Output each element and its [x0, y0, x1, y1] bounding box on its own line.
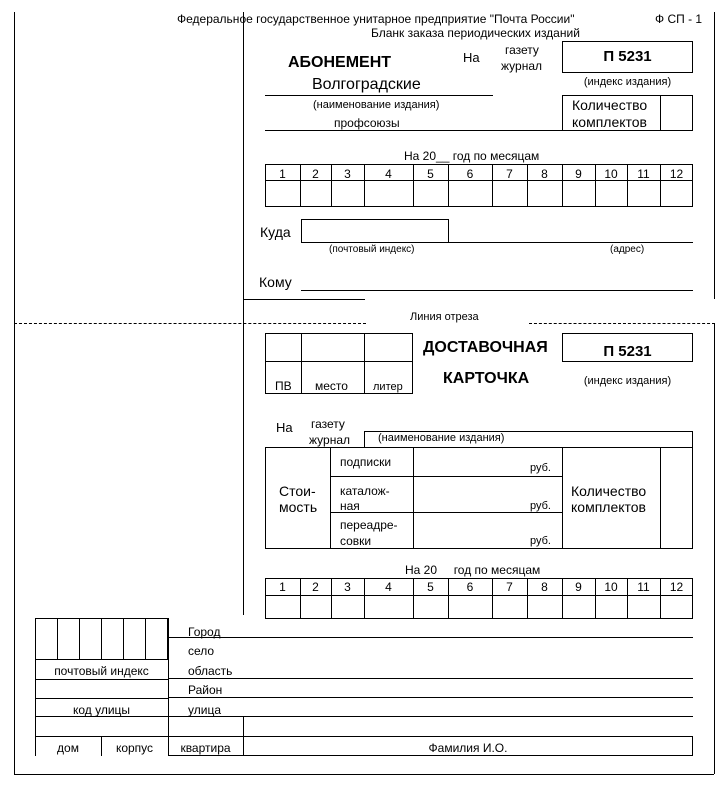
abonement-index-caption: (индекс издания): [583, 76, 672, 88]
abonement-publication-caption: (наименование издания): [313, 99, 440, 111]
delivery-month-2: 2: [312, 580, 319, 594]
delivery-na-label: На: [276, 420, 293, 435]
cost-label-2: мость: [279, 499, 318, 515]
delivery-pv-grid-col: [364, 333, 365, 394]
rub-label-readdress: руб.: [530, 535, 551, 547]
street-code-label: код улицы: [72, 703, 131, 717]
full-name-label: Фамилия И.О.: [428, 741, 508, 755]
address-input-line[interactable]: [449, 242, 693, 243]
postal-digit-divider: [123, 618, 124, 660]
catalog-label-2: ная: [340, 499, 360, 513]
cost-label-1: Стои-: [279, 483, 316, 499]
readdress-label-1: переадре-: [340, 518, 398, 532]
cut-line-left: [14, 323, 366, 324]
delivery-quantity-label-2: комплектов: [571, 499, 646, 515]
cost-table-row-1: [330, 476, 562, 477]
form-code: Ф СП - 1: [655, 12, 703, 26]
abonement-month-7: 7: [506, 167, 513, 181]
cost-table-col-1: [330, 447, 331, 549]
delivery-month-12: 12: [669, 580, 684, 594]
abonement-publication-name-2: профсоюзы: [334, 116, 400, 130]
abonement-index-value: П 5231: [603, 48, 652, 65]
delivery-month-6: 6: [466, 580, 474, 594]
district-line[interactable]: [168, 697, 693, 698]
abonement-quantity-label-1: Количество: [572, 97, 648, 113]
abonement-month-3: 3: [344, 167, 351, 181]
delivery-zhurnal-label: журнал: [309, 433, 351, 447]
liter-label: литер: [373, 381, 403, 393]
delivery-gazetu-label: газету: [311, 417, 345, 431]
district-label: Район: [188, 683, 223, 697]
street-label: улица: [188, 703, 221, 717]
form-title: Бланк заказа периодических изданий: [371, 26, 580, 40]
address-left-line-2: [35, 698, 168, 699]
frame-right-lower: [714, 323, 715, 774]
apartment-label: квартира: [180, 741, 231, 755]
abonement-na-label: На: [463, 50, 480, 65]
region-label: область: [188, 664, 233, 678]
catalog-label-1: каталож-: [340, 484, 390, 498]
postal-digit-divider: [145, 618, 146, 660]
delivery-year-label: На 20 год по месяцам: [405, 563, 541, 577]
delivery-month-11: 11: [637, 580, 650, 594]
delivery-months-grid-row-divider: [265, 595, 693, 596]
abonement-bottom-line: [243, 299, 365, 300]
delivery-publication-caption: (наименование издания): [378, 432, 505, 444]
delivery-title-2: КАРТОЧКА: [443, 370, 530, 387]
abonement-month-11: 11: [637, 167, 650, 181]
address-left-line-3: [35, 716, 168, 717]
cost-table-row-2: [330, 512, 562, 513]
delivery-pv-grid-col: [301, 333, 302, 394]
address-left-line-1: [35, 679, 168, 680]
cut-line-right: [529, 323, 715, 324]
postal-digit-divider: [79, 618, 80, 660]
abonement-months-grid-row-divider: [265, 180, 693, 181]
cost-table-col-4: [660, 447, 661, 549]
komu-input-line[interactable]: [301, 290, 693, 291]
house-label: дом: [57, 741, 79, 755]
city-label: Город: [188, 625, 221, 639]
abonement-quantity-label-2: комплектов: [572, 114, 647, 130]
readdress-label-2: совки: [340, 534, 372, 548]
frame-bottom: [14, 774, 714, 775]
abonement-title: АБОНЕМЕНТ: [288, 54, 392, 71]
postal-index-input[interactable]: [301, 219, 449, 243]
address-caption: (адрес): [610, 244, 645, 255]
abonement-month-10: 10: [604, 167, 618, 181]
frame-left: [14, 12, 15, 774]
abonement-zhurnal-label: журнал: [501, 59, 543, 73]
postal-digit-divider: [101, 618, 102, 660]
delivery-month-1: 1: [279, 580, 286, 594]
building-label: корпус: [115, 741, 154, 755]
abonement-month-9: 9: [575, 167, 582, 181]
komu-label: Кому: [259, 274, 292, 290]
abonement-gazetu-label: газету: [505, 43, 539, 57]
cut-line-label: Линия отреза: [410, 311, 479, 323]
mesto-label: место: [315, 379, 348, 393]
frame-right-upper: [714, 12, 715, 299]
abonement-publication-line-1: [265, 95, 493, 96]
rub-label-catalog: руб.: [530, 500, 551, 512]
delivery-month-3: 3: [344, 580, 351, 594]
delivery-title-1: ДОСТАВОЧНАЯ: [423, 339, 548, 356]
organization-name: Федеральное государственное унитарное предприятие "Почта России": [177, 12, 575, 26]
abonement-month-4: 4: [385, 167, 392, 181]
pv-label: ПВ: [275, 379, 292, 393]
village-label: село: [188, 644, 215, 658]
stub-separator-line: [243, 12, 244, 615]
address-postal-index-label: почтовый индекс: [54, 664, 149, 678]
region-line[interactable]: [168, 678, 693, 679]
delivery-pv-grid-row-divider: [265, 361, 413, 362]
kuda-label: Куда: [260, 224, 291, 240]
delivery-index-caption: (индекс издания): [583, 375, 672, 387]
street-line[interactable]: [168, 716, 693, 717]
delivery-month-7: 7: [506, 580, 513, 594]
delivery-month-9: 9: [575, 580, 582, 594]
delivery-month-4: 4: [385, 580, 392, 594]
delivery-quantity-label-1: Количество: [571, 483, 647, 499]
abonement-month-2: 2: [312, 167, 319, 181]
postal-digit-divider: [57, 618, 58, 660]
rub-label-subscription: руб.: [530, 462, 551, 474]
city-line[interactable]: [168, 637, 693, 638]
subscription-label: подписки: [340, 455, 392, 469]
abonement-publication-line-2: [265, 130, 562, 131]
abonement-month-1: 1: [279, 167, 286, 181]
cost-table-col-3: [562, 447, 563, 549]
abonement-month-8: 8: [541, 167, 548, 181]
abonement-year-label: На 20__ год по месяцам: [404, 149, 540, 163]
abonement-month-12: 12: [669, 167, 684, 181]
postal-index-caption: (почтовый индекс): [329, 244, 415, 255]
abonement-month-5: 5: [427, 167, 434, 181]
delivery-month-5: 5: [427, 580, 434, 594]
abonement-month-6: 6: [466, 167, 474, 181]
delivery-index-value: П 5231: [603, 343, 652, 360]
abonement-quantity-input[interactable]: [661, 96, 692, 130]
delivery-month-10: 10: [604, 580, 618, 594]
cost-table-col-2: [413, 447, 414, 549]
delivery-month-8: 8: [541, 580, 548, 594]
abonement-publication-name: Волгоградские: [312, 76, 421, 93]
